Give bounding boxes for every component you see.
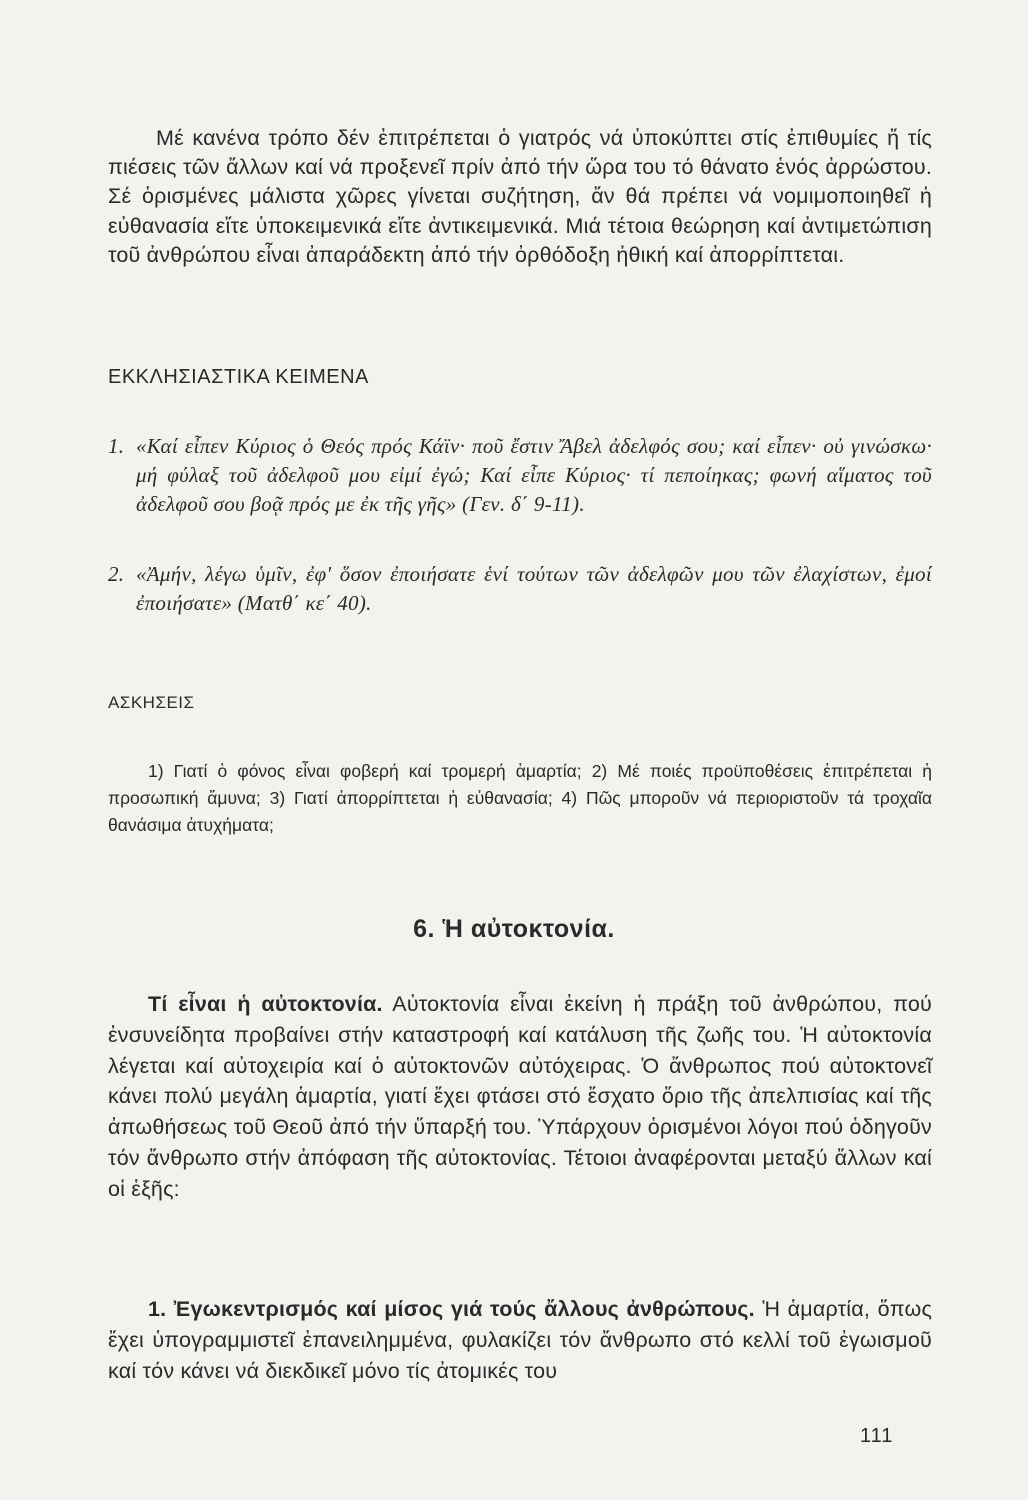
quote-number: 1. xyxy=(108,434,125,458)
heading-exercises: ΑΣΚΗΣΕΙΣ xyxy=(108,693,195,712)
quote-2 xyxy=(108,560,932,618)
quote-text: «Καί εἶπεν Κύριος ὁ Θεός πρός Κάϊν· ποῦ ἔστιν Ἄβελ ἀδελφός σου; καί εἶπεν· οὐ γινώσκω· μή φύλαξ τοῦ ἀδελφοῦ μου εἰμί ἐγώ; Καί εἶπε Κύριος· τί πεποίηκας; φωνή αἵματος τοῦ ἀδελφοῦ σου βοᾷ πρός με ἐκ τῆς γῆς» (Γεν. δ΄ 9-11). xyxy=(136,434,932,516)
paragraph-body: Ἡ ἁμαρτία, ὅπως ἔχει ὑπογραμμιστεῖ ἐπανειλημμένα, φυλακίζει τόν ἄνθρωπο στό κελλί τοῦ ἐγωισμοῦ καί τόν κάνει νά διεκδικεῖ μόνο τίς ἀτομικές του xyxy=(108,1297,933,1383)
suicide-paragraph xyxy=(108,989,932,1205)
paragraph-lead: Τί εἶναι ἡ αὐτοκτονία. xyxy=(148,992,383,1016)
paragraph-lead: 1. Ἐγωκεντρισμός καί μίσος γιά τούς ἄλλους ἀνθρώπους. xyxy=(148,1297,755,1321)
quote-1 xyxy=(108,432,932,519)
exercises-text: 1) Γιατί ὁ φόνος εἶναι φοβερή καί τρομερή ἁμαρτία; 2) Μέ ποιές προϋποθέσεις ἐπιτρέπεται ἡ προσωπική ἄμυνα; 3) Γιατί ἀπορρίπτεται ἡ εὐθανασία; 4) Πῶς μποροῦν νά περιοριστοῦν τά τροχαῖα θανάσιμα ἀτυχήματα; xyxy=(108,761,932,835)
quote-number: 2. xyxy=(108,562,125,586)
egocentrism-paragraph xyxy=(108,1294,932,1386)
paragraph-body: Αὐτοκτονία εἶναι ἐκείνη ἡ πράξη τοῦ ἀνθρώπου, πού ἐνσυνείδητα προβαίνει στήν καταστροφή καί κατάλυση τῆς ζωῆς του. Ἡ αὐτοκτονία λέγεται καί αὐτοχειρία καί ὁ αὐτοκτονῶν αὐτόχειρας. Ὁ ἄνθρωπος πού αὐτοκτονεῖ κάνει πολύ μεγάλη ἁμαρτία, γιατί ἔχει φτάσει στό ἔσχατο ὅριο τῆς ἀπελπισίας καί τῆς ἀπωθήσεως τοῦ Θεοῦ ἀπό τήν ὕπαρξή του. Ὑπάρχουν ὁρισμένοι λόγοι πού ὁδηγοῦν τόν ἄνθρωπο στήν ἀπόφαση τῆς αὐτοκτονίας. Τέτοιοι ἀναφέρονται μεταξύ ἄλλων καί οἱ ἑξῆς: xyxy=(108,992,932,1201)
page-number: 111 xyxy=(860,1425,894,1447)
intro-paragraph: Μέ κανένα τρόπο δέν ἐπιτρέπεται ὁ γιατρός νά ὑποκύπτει στίς ἐπιθυμίες ἤ τίς πιέσεις τῶν ἄλλων καί νά προξενεῖ πρίν ἀπό τήν ὥρα του τό θάνατο ἑνός ἀρρώστου. Σέ ὁρισμένες μάλιστα χῶρες γίνεται συζήτηση, ἄν θά πρέπει νά νομιμοποιηθεῖ ἡ εὐθανασία εἴτε ὑποκειμενικά εἴτε ἀντικειμενικά. Μιά τέτοια θεώρηση καί ἀντιμετώπιση τοῦ ἀνθρώπου εἶναι ἀπαράδεκτη ἀπό τήν ὀρθόδοξη ἠθική καί ἀπορρίπτεται. xyxy=(108,126,932,267)
heading-ecclesiastical-texts: ΕΚΚΛΗΣΙΑΣΤΙΚΑ ΚΕΙΜΕΝΑ xyxy=(108,366,369,388)
section-title: 6. Ἡ αὐτοκτονία. xyxy=(413,915,615,943)
quote-text: «Ἀμήν, λέγω ὑμῖν, ἐφ' ὅσον ἐποιήσατε ἑνί τούτων τῶν ἀδελφῶν μου τῶν ἐλαχίστων, ἐμοί ἐποιήσατε» (Ματθ΄ κε΄ 40). xyxy=(136,562,932,615)
